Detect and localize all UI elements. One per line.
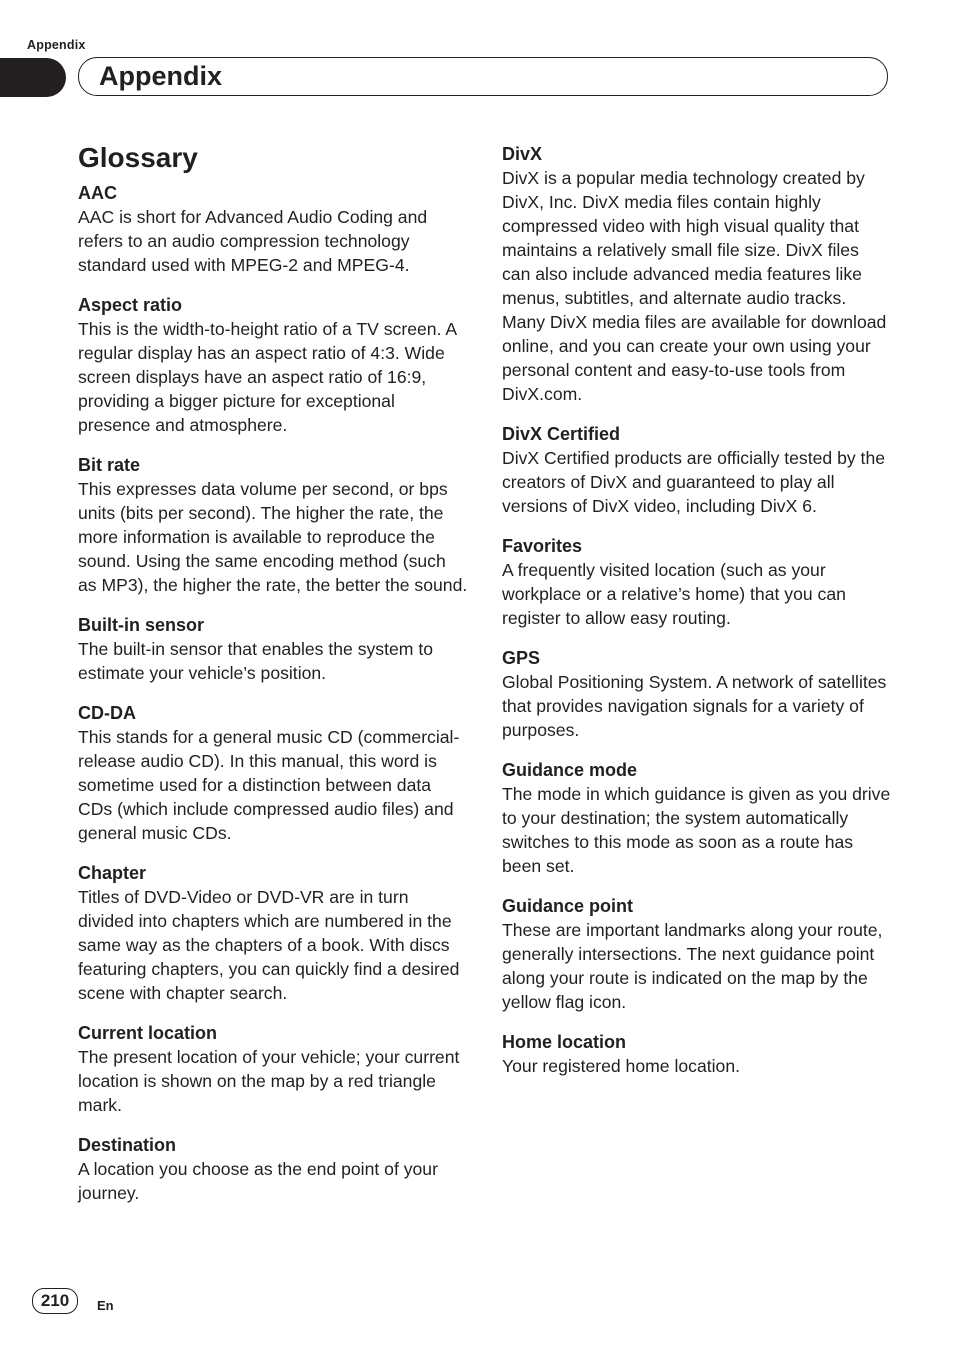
glossary-entry: [502, 646, 892, 742]
glossary-definition: These are important landmarks along your route, generally intersections. The next guidance point along your route is indicated on the map by the yellow flag icon.: [502, 920, 883, 1012]
glossary-entry: [78, 861, 468, 1005]
glossary-term: Chapter: [78, 863, 147, 883]
glossary-term: CD-DA: [78, 703, 136, 723]
glossary-term: Guidance point: [502, 896, 634, 916]
glossary-entry: [78, 293, 468, 437]
glossary-term: Built-in sensor: [78, 615, 205, 635]
glossary-definition: This is the width-to-height ratio of a TV screen. A regular display has an aspect ratio of 4:3. Wide screen displays have an aspect ratio of 16:9, providing a bigger picture for exceptional presence and atmosphere.: [78, 319, 457, 435]
glossary-entry: [502, 534, 892, 630]
glossary-definition: Titles of DVD-Video or DVD-VR are in turn divided into chapters which are numbered in the same way as the chapters of a book. With discs featuring chapters, you can quickly find a desired scene with chapter search.: [78, 887, 460, 1003]
glossary-entry: [78, 181, 468, 277]
glossary-entry: [78, 613, 468, 685]
glossary-entry: [78, 1133, 468, 1205]
language-code: En: [97, 1298, 114, 1313]
section-tab-marker: [0, 58, 66, 97]
glossary-definition: The built-in sensor that enables the system to estimate your vehicle’s position.: [78, 639, 433, 683]
glossary-term: Bit rate: [78, 455, 141, 475]
glossary-column-left: [78, 141, 468, 1221]
glossary-entry: [502, 758, 892, 878]
glossary-column-right: [502, 142, 892, 1094]
glossary-definition: A frequently visited location (such as your workplace or a relative’s home) that you can register to allow easy routing.: [502, 560, 846, 628]
glossary-definition: This stands for a general music CD (commercial-release audio CD). In this manual, this word is sometime used for a distinction between data CDs (which include compressed audio files) and general music CDs.: [78, 727, 460, 843]
glossary-definition: AAC is short for Advanced Audio Coding and refers to an audio compression technology standard used with MPEG-2 and MPEG-4.: [78, 207, 428, 275]
section-header: [78, 57, 888, 96]
page-number: 210: [32, 1288, 78, 1314]
glossary-definition: A location you choose as the end point of your journey.: [78, 1159, 438, 1203]
glossary-term: DivX: [502, 144, 543, 164]
glossary-entry: [502, 142, 892, 406]
glossary-entry: [78, 1021, 468, 1117]
glossary-entry: [78, 701, 468, 845]
glossary-entry: [502, 1030, 892, 1078]
glossary-definition: The present location of your vehicle; your current location is shown on the map by a red triangle mark.: [78, 1047, 460, 1115]
glossary-definition: Global Positioning System. A network of satellites that provides navigation signals for a variety of purposes.: [502, 672, 887, 740]
glossary-entry: [78, 453, 468, 597]
glossary-definition: DivX is a popular media technology created by DivX, Inc. DivX media files contain highly compressed video with high visual quality that maintains a relatively small file size. DivX files can also include advanced media features like menus, subtitles, and alternate audio tracks. Many DivX media files are available for download online, and you can create your own using your personal content and easy-to-use tools from DivX.com.: [502, 168, 887, 404]
glossary-term: Home location: [502, 1032, 627, 1052]
glossary-list-left: [78, 181, 468, 1205]
glossary-entry: [502, 422, 892, 518]
glossary-definition: This expresses data volume per second, or bps units (bits per second). The higher the rate, the more information is available to reproduce the sound. Using the same encoding method (such as MP3), the higher the rate, the better the sound.: [78, 479, 468, 595]
glossary-term: Aspect ratio: [78, 295, 183, 315]
glossary-definition: DivX Certified products are officially tested by the creators of DivX and guaranteed to play all versions of DivX video, including DivX 6.: [502, 448, 886, 516]
glossary-term: Current location: [78, 1023, 218, 1043]
glossary-list-right: [502, 142, 892, 1078]
glossary-term: GPS: [502, 648, 541, 668]
glossary-entry: [502, 894, 892, 1014]
page-title: Glossary: [78, 142, 198, 173]
glossary-term: Guidance mode: [502, 760, 638, 780]
glossary-term: DivX Certified: [502, 424, 621, 444]
section-title: Appendix: [99, 61, 223, 91]
glossary-term: Destination: [78, 1135, 177, 1155]
glossary-definition: The mode in which guidance is given as you drive to your destination; the system automatically switches to this mode as soon as a route has been set.: [502, 784, 891, 876]
glossary-definition: Your registered home location.: [502, 1056, 740, 1076]
running-head: Appendix: [27, 38, 86, 52]
glossary-term: AAC: [78, 183, 117, 203]
glossary-term: Favorites: [502, 536, 583, 556]
